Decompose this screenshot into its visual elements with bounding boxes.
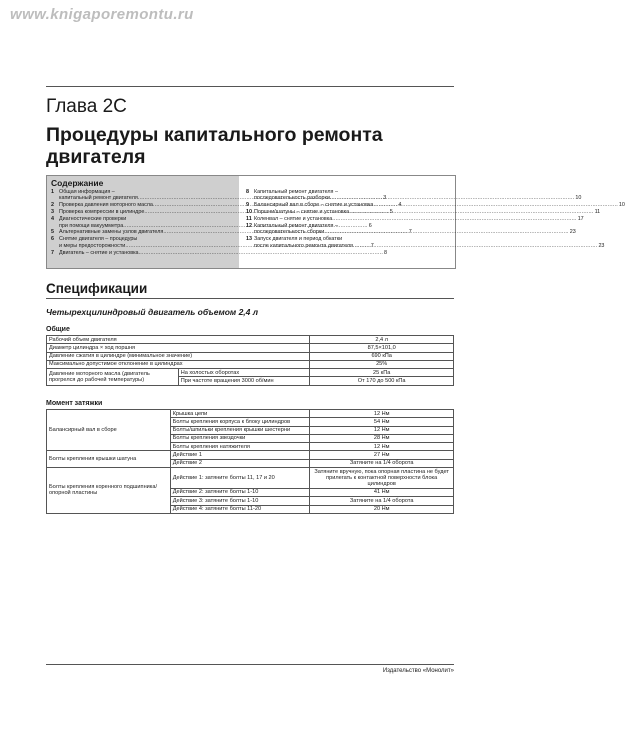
table-row bbox=[47, 369, 454, 377]
toc-entry-text: Общая информация – bbox=[59, 189, 115, 195]
table-cell: От 170 до 500 кПа bbox=[310, 377, 454, 385]
toc-entry-line bbox=[254, 202, 625, 208]
table-cell: 54 Нм bbox=[310, 418, 454, 426]
toc-entry-page: 10 bbox=[618, 202, 625, 209]
toc-entry-text: Балансирный вал в сборе – снятие и установка bbox=[254, 202, 374, 209]
toc-entry-number: 7 bbox=[51, 249, 54, 256]
table-cell: Болты крепления корпуса к блоку цилиндров bbox=[170, 418, 310, 426]
toc-entry-text: после капитального ремонта двигателя bbox=[254, 242, 353, 249]
toc-entry-text: Альтернативные замены узлов двигателя bbox=[59, 229, 164, 236]
toc-entry bbox=[246, 223, 576, 236]
toc-entry-page: 11 bbox=[594, 209, 601, 216]
table-cell: При частоте вращения 3000 об/мин bbox=[178, 377, 310, 385]
toc-entry-text: Капитальный ремонт двигателя – bbox=[254, 223, 338, 230]
table-cell: Болты крепления натяжителя bbox=[170, 443, 310, 451]
toc-entry-page: 17 bbox=[577, 216, 584, 223]
toc-leader-dots bbox=[373, 202, 617, 208]
table-row bbox=[47, 360, 454, 368]
toc-entry bbox=[246, 216, 584, 223]
toc-entry bbox=[246, 209, 601, 216]
toc-entry-text: капитальный ремонт двигателя bbox=[59, 195, 138, 202]
toc-entry-line bbox=[254, 209, 600, 215]
toc-entry-page: 6 bbox=[368, 222, 372, 229]
table-row bbox=[47, 352, 454, 360]
top-divider bbox=[46, 86, 454, 87]
torque-spec-table bbox=[46, 409, 454, 514]
toc-entry-line bbox=[254, 243, 604, 249]
toc-entry-page: 7 bbox=[408, 229, 412, 236]
toc-entry-text: Двигатель – снятие и установка bbox=[59, 249, 139, 256]
table-cell: Действие 3: затяните болты 1-10 bbox=[170, 497, 310, 505]
general-spec-table bbox=[46, 335, 454, 386]
toc-entry-page: 23 bbox=[569, 229, 576, 236]
table-cell: Давление сжатия в цилиндре (минимальное значение) bbox=[47, 352, 310, 360]
toc-entry-text: Проверка давления моторного масла bbox=[59, 202, 153, 209]
table-cell: 27 Нм bbox=[310, 451, 454, 459]
table-cell: 28 Нм bbox=[310, 434, 454, 442]
table-row bbox=[47, 468, 454, 489]
toc-entry-text: и меры предосторожности bbox=[59, 242, 126, 249]
table-cell: Болты крепления звездочки bbox=[170, 434, 310, 442]
toc-entry-line bbox=[254, 229, 576, 235]
publisher-credit: Издательство «Монолит» bbox=[382, 668, 454, 674]
table-cell: 25% bbox=[310, 360, 454, 368]
toc-entry-page: 10 bbox=[575, 195, 582, 202]
toc-entry-line bbox=[254, 216, 584, 222]
toc-entry-number: 11 bbox=[246, 216, 252, 223]
toc-entry-number: 1 bbox=[51, 189, 54, 195]
toc-entry-text: Снятие двигателя – процедуры bbox=[59, 236, 138, 243]
toc-entry-text: при помощи вакуумметра bbox=[59, 222, 124, 229]
table-cell: Действие 2: затяните болты 1-10 bbox=[170, 488, 310, 496]
toc-leader-dots bbox=[139, 250, 383, 256]
toc-entry-text: последовательность разборки bbox=[254, 195, 330, 202]
table-row bbox=[47, 451, 454, 459]
table-cell: Затяните на 1/4 оборота bbox=[310, 459, 454, 467]
table-cell: Диаметр цилиндра × ход поршня bbox=[47, 344, 310, 352]
toc-entry-line bbox=[59, 250, 387, 256]
torque-section-label: Момент затяжки bbox=[46, 400, 103, 407]
toc-entry-page: 4 bbox=[398, 202, 402, 209]
toc-entry-page: 23 bbox=[598, 242, 605, 249]
toc-entry-text: Проверка компрессии в цилиндре bbox=[59, 209, 145, 216]
table-cell: Действие 2 bbox=[170, 459, 310, 467]
toc-entry-number: 9 bbox=[246, 202, 249, 209]
table-cell: Давление моторного масла (двигатель прогрелся до рабочей температуры) bbox=[47, 369, 179, 386]
table-cell: На холостых оборотах bbox=[178, 369, 310, 377]
table-cell: Рабочий объем двигателя bbox=[47, 336, 310, 344]
toc-entry-page: 7 bbox=[370, 242, 374, 249]
table-cell: 12 Нм bbox=[310, 426, 454, 434]
toc-entry-line bbox=[254, 195, 581, 201]
toc-entry-text: Диагностические проверки bbox=[59, 216, 127, 223]
table-row bbox=[47, 410, 454, 418]
toc-entry bbox=[246, 202, 625, 209]
table-cell: 87,5×101,0 bbox=[310, 344, 454, 352]
table-cell: 41 Нм bbox=[310, 488, 454, 496]
toc-entry bbox=[51, 249, 388, 256]
toc-leader-dots bbox=[353, 243, 597, 249]
toc-leader-dots bbox=[330, 195, 574, 201]
toc-entry-number: 2 bbox=[51, 202, 54, 209]
table-cell: Болты/шпильки крепления крышки шестерни bbox=[170, 426, 310, 434]
toc-entry-number: 4 bbox=[51, 216, 54, 223]
engine-title: Четырехцилиндровый двигатель объемом 2,4 л bbox=[46, 307, 259, 317]
table-cell: 690 кПа bbox=[310, 352, 454, 360]
table-cell: Действие 4: затяните болты 11-20 bbox=[170, 505, 310, 513]
table-cell: 12 Нм bbox=[310, 443, 454, 451]
specifications-divider bbox=[46, 298, 454, 299]
toc-entry-text: Поршни/шатуны – снятие и установка bbox=[254, 209, 350, 216]
table-cell: 2,4 л bbox=[310, 336, 454, 344]
toc-heading: Содержание bbox=[51, 178, 104, 188]
table-cell: Крышка цепи bbox=[170, 410, 310, 418]
toc-entry-number: 3 bbox=[51, 209, 54, 216]
general-section-label: Общие bbox=[46, 326, 70, 333]
page-title: Процедуры капитального ремонта двигателя bbox=[46, 124, 383, 168]
table-cell: Болты крепления коренного подшипника/опорной пластины bbox=[47, 468, 171, 514]
table-cell: Максимально допустимое отклонение в цилиндрах bbox=[47, 360, 310, 368]
toc-entry-number: 8 bbox=[246, 189, 249, 195]
toc-leader-dots bbox=[332, 216, 576, 222]
toc-entry bbox=[246, 189, 582, 202]
specifications-heading: Спецификации bbox=[46, 281, 148, 296]
toc-entry-page: 8 bbox=[384, 249, 388, 256]
table-of-contents bbox=[46, 175, 625, 269]
toc-leader-dots bbox=[349, 209, 593, 215]
table-cell: Действие 1 bbox=[170, 451, 310, 459]
toc-leader-dots bbox=[324, 229, 568, 235]
toc-entry-text: Запуск двигателя и период обкатки bbox=[254, 236, 343, 243]
table-cell: Балансирный вал в сборе bbox=[47, 410, 171, 451]
chapter-label: Глава 2С bbox=[46, 96, 127, 117]
table-cell: Действие 1: затяните болты 11, 17 и 20 bbox=[170, 468, 310, 489]
table-cell: 12 Нм bbox=[310, 410, 454, 418]
table-cell: Затяните вручную, пока опорная пластина не будет прилегать к контактной поверхности блока цилиндров bbox=[310, 468, 454, 489]
toc-entry-number: 6 bbox=[51, 236, 54, 243]
bottom-divider bbox=[46, 664, 454, 665]
table-row bbox=[47, 336, 454, 344]
toc-entry-number: 12 bbox=[246, 223, 252, 230]
toc-entry-page: 3 bbox=[383, 195, 387, 202]
toc-entry-text: Капитальный ремонт двигателя – bbox=[254, 189, 338, 195]
watermark: www.knigaporemontu.ru bbox=[10, 6, 194, 23]
table-cell: 25 кПа bbox=[310, 369, 454, 377]
table-cell: Затяните на 1/4 оборота bbox=[310, 497, 454, 505]
table-cell: Болты крепления крышки шатуна bbox=[47, 451, 171, 468]
toc-entry-text: Коленвал – снятие и установка bbox=[254, 216, 333, 223]
table-cell: 20 Нм bbox=[310, 505, 454, 513]
toc-entry-page: 5 bbox=[389, 209, 393, 216]
toc-right-column bbox=[246, 189, 625, 250]
table-row bbox=[47, 344, 454, 352]
toc-entry bbox=[246, 236, 605, 249]
toc-entry-number: 10 bbox=[246, 209, 252, 216]
toc-entry-number: 13 bbox=[246, 236, 252, 243]
toc-entry-text: последовательность сборки bbox=[254, 229, 325, 236]
toc-entry-number: 5 bbox=[51, 229, 54, 236]
